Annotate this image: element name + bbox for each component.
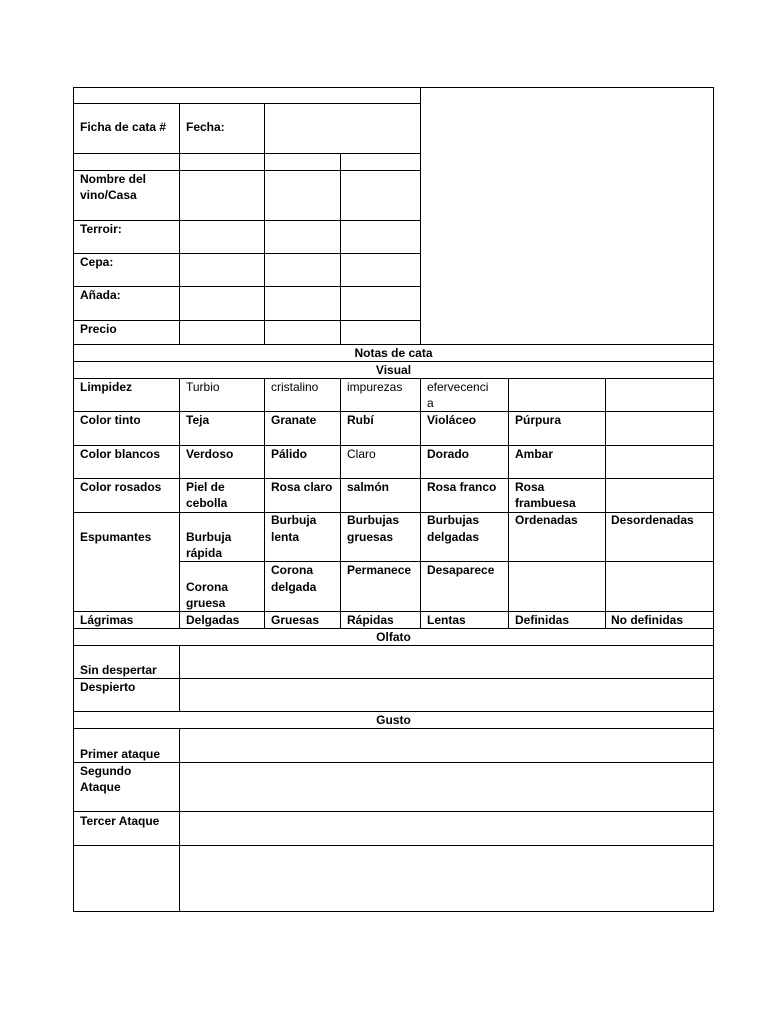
divider xyxy=(420,87,421,345)
espumantes-option: Corona xyxy=(186,580,228,594)
divider xyxy=(264,378,265,628)
color-rosados-option: salmón xyxy=(347,480,390,494)
divider xyxy=(73,811,714,812)
color-blancos-option: Pálido xyxy=(271,447,308,461)
visual-title: Visual xyxy=(375,363,412,377)
espumantes-option: Corona xyxy=(271,563,313,577)
espumantes-option: rápida xyxy=(186,546,223,560)
sin-despertar-label: Sin despertar xyxy=(80,663,157,677)
espumantes-option: Permanece xyxy=(347,563,412,577)
color-rosados-label: Color rosados xyxy=(80,480,162,494)
tercer-ataque-label: Tercer Ataque xyxy=(80,814,160,828)
divider xyxy=(73,478,714,479)
divider xyxy=(420,378,421,628)
color-tinto-option: Rubí xyxy=(347,413,374,427)
divider xyxy=(73,320,421,321)
espumantes-option: gruesas xyxy=(347,530,394,544)
divider xyxy=(340,153,341,345)
color-rosados-option: Rosa xyxy=(515,480,545,494)
divider xyxy=(605,378,606,628)
divider xyxy=(73,253,421,254)
espumantes-option: Desaparece xyxy=(427,563,495,577)
border-left xyxy=(73,87,74,912)
espumantes-label: Espumantes xyxy=(80,530,152,544)
divider xyxy=(73,411,714,412)
ficha-label: Ficha de cata # xyxy=(80,120,167,134)
cepa-label: Cepa: xyxy=(80,255,114,269)
limpidez-label: Limpidez xyxy=(80,380,133,394)
divider xyxy=(73,762,714,763)
color-tinto-option: Teja xyxy=(186,413,210,427)
lagrimas-option: Gruesas xyxy=(271,613,320,627)
border-top xyxy=(73,87,714,88)
color-rosados-option: cebolla xyxy=(186,496,228,510)
border-right xyxy=(713,87,714,912)
color-blancos-option: Claro xyxy=(347,447,376,461)
divider xyxy=(179,103,180,345)
espumantes-option: lenta xyxy=(271,530,300,544)
color-blancos-label: Color blancos xyxy=(80,447,161,461)
espumantes-option: Burbujas xyxy=(427,513,480,527)
espumantes-option: Burbuja xyxy=(271,513,317,527)
divider xyxy=(264,103,265,345)
espumantes-option: Desordenadas xyxy=(611,513,694,527)
divider xyxy=(73,445,714,446)
divider xyxy=(179,378,180,628)
color-rosados-option: Piel de xyxy=(186,480,225,494)
divider xyxy=(73,220,421,221)
limpidez-option: impurezas xyxy=(347,380,403,394)
color-tinto-option: Púrpura xyxy=(515,413,562,427)
nombre-label: vino/Casa xyxy=(80,188,137,202)
color-rosados-option: frambuesa xyxy=(515,496,576,510)
notas-title: Notas de cata xyxy=(354,346,433,360)
color-tinto-option: Granate xyxy=(271,413,317,427)
espumantes-option: Burbuja xyxy=(186,530,232,544)
divider xyxy=(73,678,714,679)
espumantes-option: gruesa xyxy=(186,596,226,610)
divider xyxy=(73,845,714,846)
primer-ataque-label: Primer ataque xyxy=(80,747,161,761)
espumantes-option: delgadas xyxy=(427,530,480,544)
lagrimas-option: No definidas xyxy=(611,613,684,627)
color-blancos-option: Dorado xyxy=(427,447,469,461)
precio-label: Precio xyxy=(80,322,117,336)
lagrimas-option: Delgadas xyxy=(186,613,240,627)
divider xyxy=(508,378,509,628)
color-rosados-option: Rosa franco xyxy=(427,480,497,494)
limpidez-option: cristalino xyxy=(271,380,319,394)
divider xyxy=(73,153,421,154)
color-tinto-option: Violáceo xyxy=(427,413,477,427)
divider xyxy=(73,103,421,104)
olfato-title: Olfato xyxy=(376,630,411,644)
limpidez-option: a xyxy=(427,396,434,410)
fecha-label: Fecha: xyxy=(186,120,225,134)
gusto-title: Gusto xyxy=(376,713,411,727)
border-bottom xyxy=(73,911,714,912)
espumantes-option: Burbujas xyxy=(347,513,400,527)
nombre-label: Nombre del xyxy=(80,172,147,186)
lagrimas-option: Rápidas xyxy=(347,613,394,627)
segundo-ataque-label: Ataque xyxy=(80,780,121,794)
despierto-label: Despierto xyxy=(80,680,136,694)
lagrimas-option: Definidas xyxy=(515,613,570,627)
divider xyxy=(179,645,180,712)
divider xyxy=(340,378,341,628)
color-tinto-label: Color tinto xyxy=(80,413,141,427)
lagrimas-label: Lágrimas xyxy=(80,613,134,627)
color-blancos-option: Ambar xyxy=(515,447,554,461)
limpidez-option: Turbio xyxy=(186,380,220,394)
limpidez-option: efervecenci xyxy=(427,380,489,394)
divider xyxy=(179,728,180,912)
color-blancos-option: Verdoso xyxy=(186,447,234,461)
segundo-ataque-label: Segundo xyxy=(80,764,132,778)
divider xyxy=(73,286,421,287)
espumantes-option: delgada xyxy=(271,580,317,594)
color-rosados-option: Rosa claro xyxy=(271,480,333,494)
terroir-label: Terroir: xyxy=(80,222,122,236)
lagrimas-option: Lentas xyxy=(427,613,466,627)
espumantes-option: Ordenadas xyxy=(515,513,578,527)
anada-label: Añada: xyxy=(80,288,121,302)
